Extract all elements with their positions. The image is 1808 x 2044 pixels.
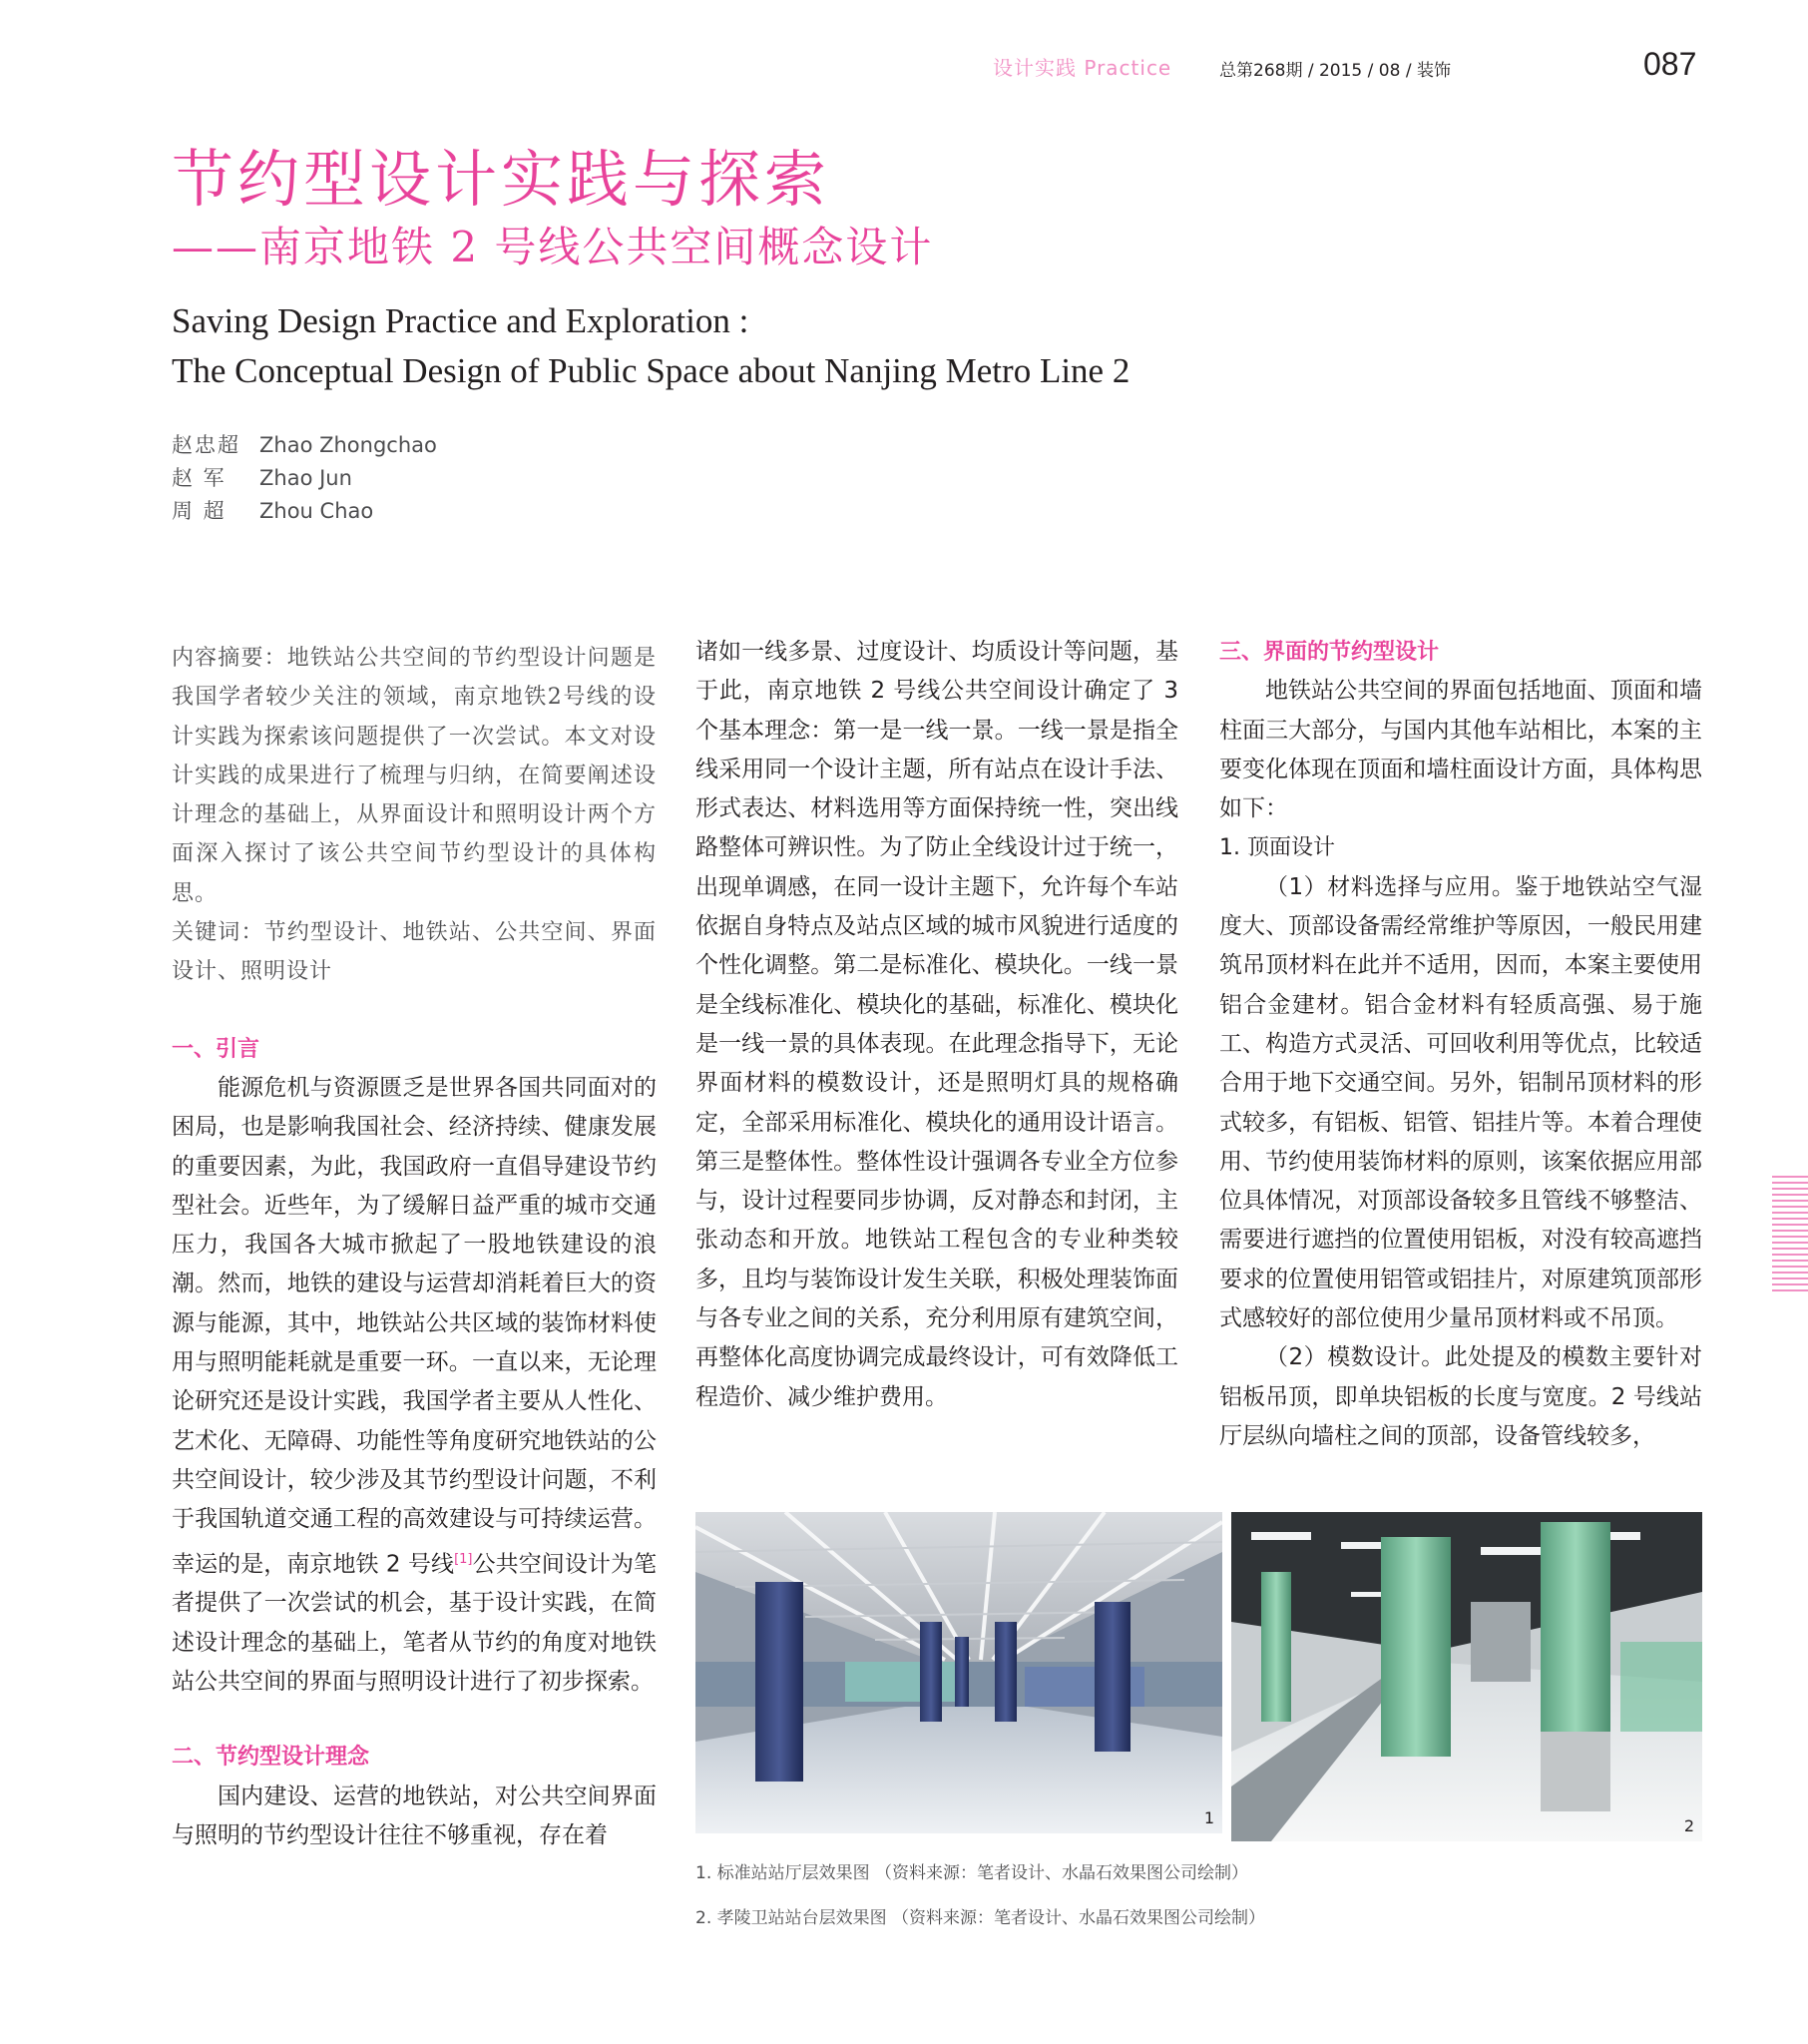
page-number: 087 bbox=[1643, 46, 1697, 82]
figure-2-number: 2 bbox=[1683, 1816, 1694, 1835]
author-3-en: Zhou Chao bbox=[259, 499, 374, 523]
section-3-paragraph-1: （1）材料选择与应用。鉴于地铁站空气湿度大、顶部设备需经常维护等原因，一般民用建筑吊顶材料在此并不适用，因而，本案主要使用铝合金建材。铝合金材料有轻质高强、易于施工、构造方式灵活、可回收利用等优点，比较适合用于地下交通空间。另外，铝制吊顶材料的形式较多，有铝板、铝管、铝挂片等。本着合理使用、节约使用装饰材料的原则，该案依据应用部位具体情况，对顶部设备较多且管线不够整洁、需要进行遮挡的位置使用铝板，对没有较高遮挡要求的位置使用铝管或铝挂片，对原建筑顶部形式感较好的部位使用少量吊顶材料或不吊顶。 bbox=[1219, 873, 1702, 1332]
author-3 bbox=[172, 495, 373, 525]
author-1 bbox=[172, 429, 437, 459]
section-1-text-a: 能源危机与资源匮乏是世界各国共同面对的困局，也是影响我国社会、经济持续、健康发展的重要因素，为此，我国政府一直倡导建设节约型社会。近些年，为了缓解日益严重的城市交通压力，我国各大城市掀起了一股地铁建设的浪潮。然而，地铁的建设与运营却消耗着巨大的资源与能源，其中，地铁站公共区域的装饰材料使用与照明能耗就是重要一环。一直以来，无论理论研究还是设计实践，我国学者主要从人性化、艺术化、无障碍、功能性等角度研究地铁站的公共空间设计，较少涉及其节约型设计问题，不利于我国轨道交通工程的高效建设与可持续运营。幸运的是，南京地铁 2 号线 bbox=[172, 1074, 657, 1578]
column-2 bbox=[695, 633, 1178, 1417]
figure-2-caption: 2. 孝陵卫站站台层效果图 （资料来源：笔者设计、水晶石效果图公司绘制） bbox=[695, 1908, 1266, 1928]
section-2-paragraph-start: 国内建设、运营的地铁站，对公共空间界面与照明的节约型设计往往不够重视，存在着 bbox=[172, 1783, 657, 1848]
reference-marker: [1] bbox=[454, 1551, 473, 1567]
keywords: 关键词：节约型设计、地铁站、公共空间、界面设计、照明设计 bbox=[172, 920, 657, 985]
side-tab-marker bbox=[1772, 1176, 1808, 1293]
column-3 bbox=[1219, 633, 1702, 1456]
author-2-cn: 赵 军 bbox=[172, 466, 226, 490]
figure-1-number: 1 bbox=[1203, 1808, 1214, 1827]
title-chinese: 节约型设计实践与探索 bbox=[172, 143, 831, 216]
running-header-issue: 总第268期 / 2015 / 08 / 装饰 bbox=[1219, 61, 1451, 81]
section-1-heading: 一、引言 bbox=[172, 1036, 260, 1062]
section-3-subheading: 1. 顶面设计 bbox=[1219, 835, 1335, 861]
figure-2-photo bbox=[1231, 1512, 1702, 1841]
section-2-paragraph-continued: 诸如一线多景、过度设计、均质设计等问题，基于此，南京地铁 2 号线公共空间设计确定了 3 个基本理念：第一是一线一景。一线一景是指全线采用同一个设计主题，所有站点在设计手法、形式表达、材料选用等方面保持统一性，突出线路整体可辨识性。为了防止全线设计过于统一，出现单调感，在同一设计主题下，允许每个车站依据自身特点及站点区域的城市风貌进行适度的个性化调整。第二是标准化、模块化。一线一景是全线标准化、模块化的基础，标准化、模块化是一线一景的具体表现。在此理念指导下，无论界面材料的模数设计，还是照明灯具的规格确定，全部采用标准化、模块化的通用设计语言。第三是整体性。整体性设计强调各专业全方位参与，设计过程要同步协调，反对静态和封闭，主张动态和开放。地铁站工程包含的专业种类较多，且均与装饰设计发生关联，积极处理装饰面与各专业之间的关系，充分利用原有建筑空间，再整体化高度协调完成最终设计，可有效降低工程造价、减少维护费用。 bbox=[695, 639, 1178, 1410]
abstract: 内容摘要：地铁站公共空间的节约型设计问题是我国学者较少关注的领域，南京地铁2号线的设计实践为探索该问题提供了一次尝试。本文对设计实践的成果进行了梳理与归纳，在简要阐述设计理念的基础上，从界面设计和照明设计两个方面深入探讨了该公共空间节约型设计的具体构思。 bbox=[172, 646, 657, 906]
running-header-section: 设计实践 Practice bbox=[993, 56, 1172, 80]
author-2 bbox=[172, 462, 352, 492]
figure-1-caption: 1. 标准站站厅层效果图 （资料来源：笔者设计、水晶石效果图公司绘制） bbox=[695, 1863, 1249, 1883]
section-2-heading: 二、节约型设计理念 bbox=[172, 1745, 370, 1771]
author-2-en: Zhao Jun bbox=[259, 466, 352, 490]
figure-2-illustration bbox=[1231, 1512, 1702, 1841]
author-1-cn: 赵忠超 bbox=[172, 433, 240, 457]
figure-1-illustration bbox=[695, 1512, 1222, 1833]
author-1-en: Zhao Zhongchao bbox=[259, 433, 437, 457]
section-1-paragraph bbox=[172, 1069, 657, 1702]
author-3-cn: 周 超 bbox=[172, 499, 226, 523]
figure-1-photo bbox=[695, 1512, 1222, 1833]
title-english-line1: Saving Design Practice and Exploration : bbox=[172, 301, 749, 340]
subtitle-chinese: ——南京地铁 2 号线公共空间概念设计 bbox=[172, 223, 934, 271]
title-english-line2: The Conceptual Design of Public Space about Nanjing Metro Line 2 bbox=[172, 351, 1130, 390]
section-3-paragraph-2: （2）模数设计。此处提及的模数主要针对铝板吊顶，即单块铝板的长度与宽度。2 号线站厅层纵向墙柱之间的顶部，设备管线较多， bbox=[1219, 1344, 1702, 1449]
column-1 bbox=[172, 639, 657, 1855]
section-1-text-b: 公共空间设计为笔者提供了一次尝试的机会，基于设计实践，在简述设计理念的基础上，笔者从节约的角度对地铁站公共空间的界面与照明设计进行了初步探索。 bbox=[172, 1551, 657, 1696]
section-3-intro: 地铁站公共空间的界面包括地面、顶面和墙柱面三大部分，与国内其他车站相比，本案的主要变化体现在顶面和墙柱面设计方面，具体构思如下： bbox=[1219, 678, 1702, 822]
section-3-heading: 三、界面的节约型设计 bbox=[1219, 640, 1440, 665]
